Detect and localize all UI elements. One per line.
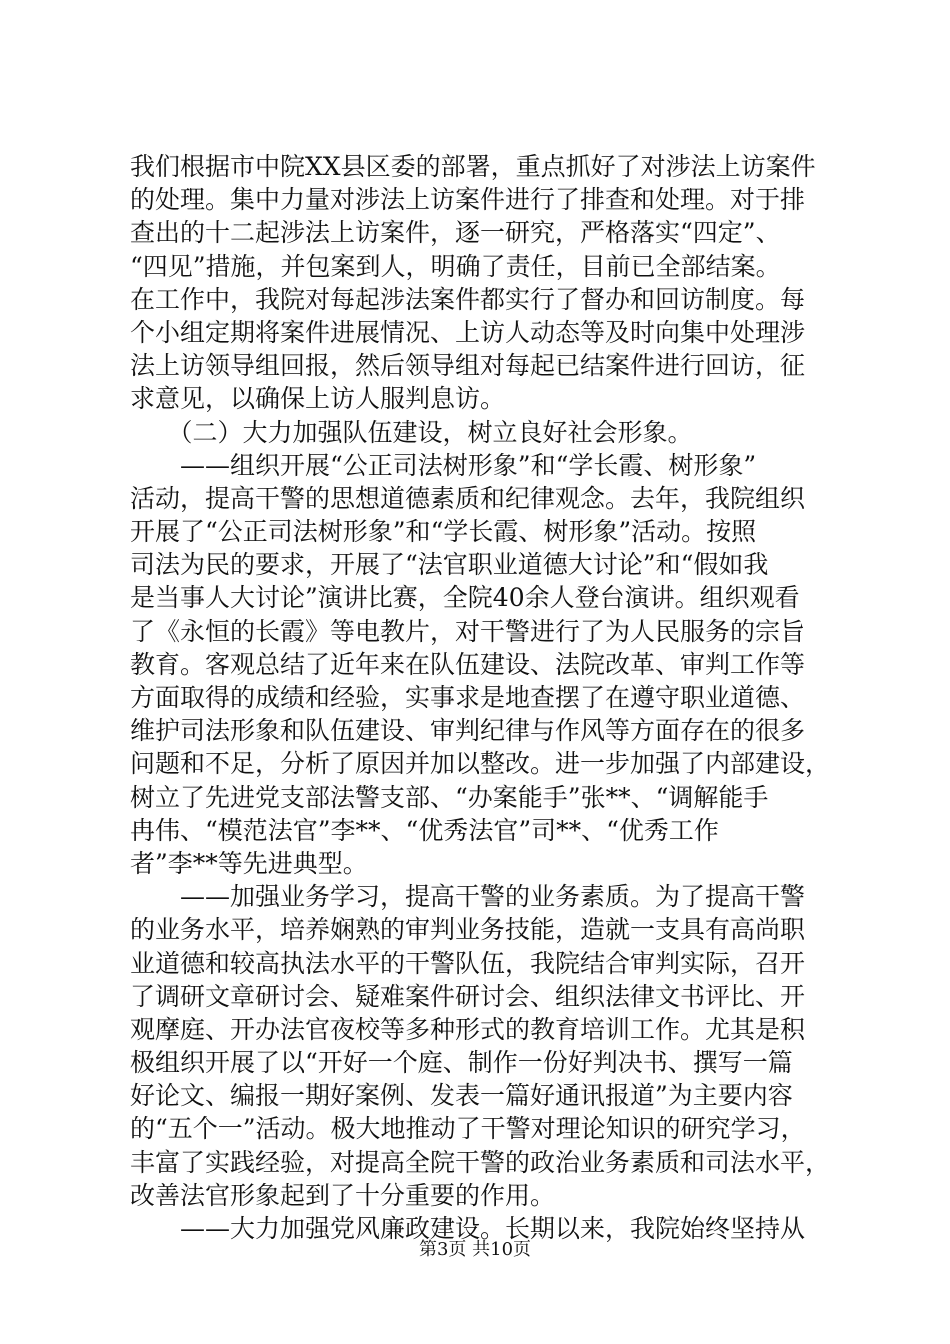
- text-line: 的处理。集中力量对涉法上访案件进行了排查和处理。对于排: [130, 185, 806, 215]
- text-line: 好论文、编报一期好案例、发表一篇好通讯报道”为主要内容: [130, 1081, 793, 1111]
- text-line: 查出的十二起涉法上访案件，逐一研究，严格落实“四定”、: [130, 218, 781, 248]
- text-line: 极组织开展了以“开好一个庭、制作一份好判决书、撰写一篇: [130, 1048, 793, 1078]
- section-heading: （二）大力加强队伍建设，树立良好社会形象。: [130, 417, 693, 447]
- text-line: 活动，提高干警的思想道德素质和纪律观念。去年，我院组织: [130, 483, 806, 513]
- text-line: 开展了“公正司法树形象”和“学长霞、树形象”活动。按照: [130, 517, 757, 547]
- text-line: 的业务水平，培养娴熟的审判业务技能，造就一支具有高尚职: [130, 915, 806, 945]
- text-line: 维护司法形象和队伍建设、审判纪律与作风等方面存在的很多: [130, 716, 806, 746]
- text-line: 教育。客观总结了近年来在队伍建设、法院改革、审判工作等: [130, 649, 806, 679]
- text-line: 观摩庭、开办法官夜校等多种形式的教育培训工作。尤其是积: [130, 1014, 806, 1044]
- text-line: 冉伟、“模范法官”李**、“优秀法官”司**、“优秀工作: [130, 815, 719, 845]
- text-line: 丰富了实践经验，对提高全院干警的政治业务素质和司法水平，: [130, 1147, 831, 1177]
- text-line: 求意见，以确保上访人服判息访。: [130, 384, 506, 414]
- text-line: 了调研文章研讨会、疑难案件研讨会、组织法律文书评比、开: [130, 981, 806, 1011]
- text-line: 业道德和较高执法水平的干警队伍，我院结合审判实际，召开: [130, 948, 806, 978]
- text-line: 者”李**等先进典型。: [130, 848, 368, 878]
- text-line: 司法为民的要求，开展了“法官职业道德大讨论”和“假如我: [130, 550, 769, 580]
- text-line: 问题和不足，分析了原因并加以整改。进一步加强了内部建设，: [130, 749, 831, 779]
- text-line: “四见”措施，并包案到人，明确了责任，目前已全部结案。: [130, 251, 781, 281]
- text-line: 的“五个一”活动。极大地推动了干警对理论知识的研究学习，: [130, 1114, 806, 1144]
- text-line: 是当事人大讨论”演讲比赛，全院40余人登台演讲。组织观看: [130, 583, 800, 613]
- text-line: 法上访领导组回报，然后领导组对每起已结案件进行回访，征: [130, 351, 806, 381]
- text-line: 了《永恒的长霞》等电教片，对干警进行了为人民服务的宗旨: [130, 616, 806, 646]
- text-line: ——加强业务学习，提高干警的业务素质。为了提高干警: [130, 882, 806, 912]
- text-line: 个小组定期将案件进展情况、上访人动态等及时向集中处理涉: [130, 317, 806, 347]
- page-number-footer: 第3页 共10页: [418, 1239, 532, 1260]
- document-body: [130, 150, 830, 1245]
- text-line: 我们根据市中院XX县区委的部署，重点抓好了对涉法上访案件: [130, 152, 816, 181]
- text-line: ——大力加强党风廉政建设。长期以来，我院始终坚持从: [130, 1214, 806, 1243]
- text-line: 改善法官形象起到了十分重要的作用。: [130, 1180, 556, 1210]
- text-line: 在工作中，我院对每起涉法案件都实行了督办和回访制度。每: [130, 284, 806, 314]
- text-line: 树立了先进党支部法警支部、“办案能手”张**、“调解能手: [130, 782, 769, 812]
- text-line: 方面取得的成绩和经验，实事求是地查摆了在遵守职业道德、: [130, 683, 806, 712]
- text-line: ——组织开展“公正司法树形象”和“学长霞、树形象”: [130, 450, 757, 480]
